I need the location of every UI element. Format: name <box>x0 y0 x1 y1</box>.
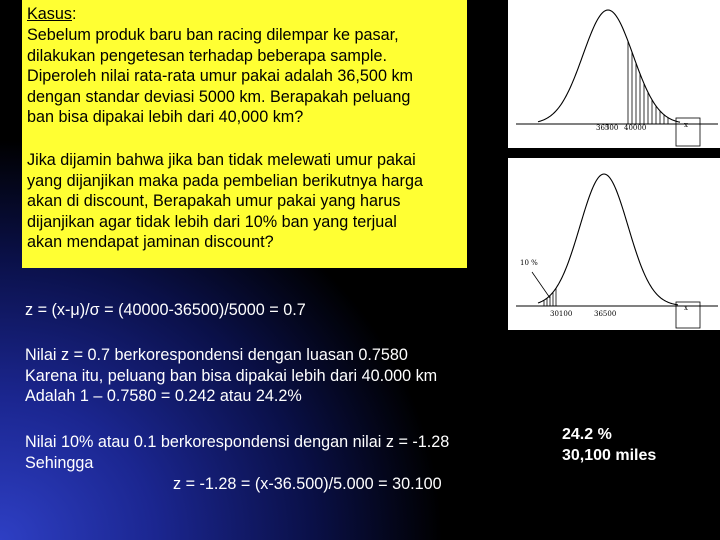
normal-curve-lower-svg <box>508 158 720 330</box>
axis-x-label: x <box>684 121 688 129</box>
ten-percent-text-line: Sehingga <box>25 453 94 472</box>
problem-text-line: Jika dijamin bahwa jika ban tidak melewati umur pakai <box>27 151 416 169</box>
problem-text-line: akan di discount, Berapakah umur pakai yang harus <box>27 192 401 210</box>
normal-curve-plot-lower <box>508 158 720 330</box>
problem-text-line: dilakukan pengetesan terhadap beberapa sample. <box>27 46 387 65</box>
upper-tail-shading <box>628 41 668 124</box>
result-text-line: Adalah 1 – 0.7580 = 0.242 atau 24.2% <box>25 387 302 405</box>
problem-text-line: ban bisa dipakai lebih dari 40,000 km? <box>27 108 304 126</box>
axis-x-label: x <box>684 304 688 312</box>
z-formula: z = (x-μ)/σ = (40000-36500)/5000 = 0.7 <box>25 301 306 319</box>
problem-text-line: dengan standar deviasi 5000 km. Berapakah peluang <box>27 87 411 106</box>
problem-text-line: Sebelum produk baru ban racing dilempar ke pasar, <box>27 26 399 44</box>
ten-percent-text-line: Nilai 10% atau 0.1 berkorespondensi dengan nilai z = -1.28 <box>25 433 450 451</box>
result-text-line: Karena itu, peluang ban bisa dipakai lebih dari 40.000 km <box>25 366 438 385</box>
result-text-line: Nilai z = 0.7 berkorespondensi dengan luasan 0.7580 <box>25 346 408 364</box>
title-colon: : <box>72 5 77 23</box>
answer-probability: 24.2 % <box>562 426 612 443</box>
x-value-label: 30100 <box>550 310 573 318</box>
problem-text-line: Diperoleh nilai rata-rata umur pakai adalah 36,500 km <box>27 67 414 85</box>
problem-text-line: dijanjikan agar tidak lebih dari 10% ban yang terjual <box>27 212 397 231</box>
problem-title <box>27 4 77 25</box>
x-value-label: 40000 <box>624 124 647 132</box>
pointer-line <box>532 272 550 298</box>
bell-curve-line <box>538 10 680 122</box>
problem-text-line: akan mendapat jaminan discount? <box>27 233 274 251</box>
answer-distance: 30,100 miles <box>562 447 657 464</box>
final-formula: z = -1.28 = (x-36.500)/5.000 = 30.100 <box>173 475 442 493</box>
bell-curve-line <box>538 174 678 305</box>
title-text: Kasus <box>27 5 72 23</box>
problem-text-line: yang dijanjikan maka pada pembelian berikutnya harga <box>27 171 423 190</box>
percent-label: 10 % <box>520 259 538 267</box>
normal-curve-plot-upper <box>508 0 720 148</box>
mean-label: 36500 <box>594 310 617 318</box>
mean-label: 36500 <box>596 124 619 132</box>
